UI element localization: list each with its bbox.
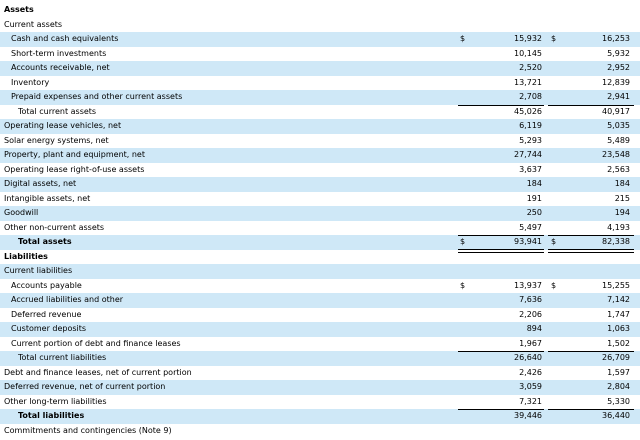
table-row	[0, 3, 640, 18]
table-row	[0, 148, 640, 163]
row-label: Customer deposits	[11, 324, 87, 333]
currency-symbol: $	[460, 34, 466, 43]
row-label: Other long-term liabilities	[4, 396, 107, 406]
value-current-period: 250	[526, 208, 542, 217]
table-row	[0, 395, 640, 410]
row-label: Digital assets, net	[4, 179, 77, 188]
value-current-period: 184	[526, 179, 542, 188]
value-prior-period: 2,952	[607, 63, 630, 72]
value-prior-period: 23,548	[602, 150, 630, 159]
table-row	[0, 351, 640, 366]
value-current-period: 5,497	[519, 222, 542, 232]
value-current-period: 7,321	[519, 396, 542, 406]
value-prior-period: 15,255	[602, 280, 630, 290]
value-prior-period: 2,563	[607, 164, 630, 174]
table-row	[0, 250, 640, 265]
table-row	[0, 32, 640, 47]
currency-symbol: $	[460, 280, 466, 290]
subtotal-rule	[548, 409, 634, 410]
table-row	[0, 90, 640, 105]
row-label: Other non-current assets	[4, 222, 105, 232]
table-row	[0, 366, 640, 381]
row-label: Commitments and contingencies (Note 9)	[4, 425, 172, 435]
value-prior-period: 12,839	[602, 77, 630, 87]
value-current-period: 894	[526, 324, 542, 333]
table-row	[0, 293, 640, 308]
row-label: Short-term investments	[11, 48, 107, 58]
value-prior-period: 2,804	[607, 382, 630, 391]
value-current-period: 2,520	[519, 63, 542, 72]
table-row	[0, 337, 640, 352]
table-row	[0, 163, 640, 178]
row-label: Cash and cash equivalents	[11, 34, 119, 43]
table-row	[0, 76, 640, 91]
value-current-period: 2,206	[519, 309, 542, 319]
value-current-period: 6,119	[519, 121, 542, 130]
row-label: Goodwill	[4, 208, 39, 217]
subtotal-rule	[548, 235, 634, 236]
value-prior-period: 1,502	[607, 338, 630, 348]
row-label: Total current assets	[18, 106, 97, 116]
value-prior-period: 36,440	[602, 411, 630, 420]
value-prior-period: 194	[614, 208, 630, 217]
row-label: Current assets	[4, 19, 63, 29]
value-prior-period: 7,142	[607, 295, 630, 304]
value-current-period: 191	[526, 193, 542, 203]
row-label: Total liabilities	[18, 411, 85, 420]
currency-symbol: $	[551, 237, 557, 246]
row-label: Solar energy systems, net	[4, 135, 109, 145]
value-current-period: 13,721	[514, 77, 542, 87]
table-row	[0, 380, 640, 395]
row-label: Property, plant and equipment, net	[4, 150, 145, 159]
table-row	[0, 18, 640, 33]
value-current-period: 1,967	[519, 338, 542, 348]
row-label: Operating lease right-of-use assets	[4, 164, 145, 174]
row-label: Deferred revenue	[11, 309, 82, 319]
value-prior-period: 2,941	[607, 92, 630, 101]
row-label: Current liabilities	[4, 266, 73, 275]
value-current-period: 13,937	[514, 280, 542, 290]
value-current-period: 10,145	[514, 48, 542, 58]
row-label: Debt and finance leases, net of current portion	[4, 367, 192, 377]
value-prior-period: 16,253	[602, 34, 630, 43]
value-current-period: 27,744	[514, 150, 542, 159]
table-row	[0, 192, 640, 207]
value-prior-period: 5,489	[607, 135, 630, 145]
table-row	[0, 105, 640, 120]
currency-symbol: $	[551, 34, 557, 43]
value-prior-period: 82,338	[602, 237, 630, 246]
value-prior-period: 5,932	[607, 48, 630, 58]
subtotal-rule	[548, 351, 634, 352]
value-current-period: 7,636	[519, 295, 542, 304]
subtotal-rule	[458, 235, 544, 236]
table-row	[0, 119, 640, 134]
subtotal-rule	[548, 105, 634, 106]
value-prior-period: 1,063	[607, 324, 630, 333]
value-current-period: 93,941	[514, 237, 542, 246]
row-label: Prepaid expenses and other current assets	[11, 92, 183, 101]
row-label: Total current liabilities	[18, 353, 107, 362]
table-row	[0, 206, 640, 221]
row-label: Accounts payable	[11, 280, 82, 290]
row-label: Deferred revenue, net of current portion	[4, 382, 166, 391]
row-label: Assets	[4, 5, 34, 14]
table-row	[0, 61, 640, 76]
table-row	[0, 279, 640, 294]
row-label: Accrued liabilities and other	[11, 295, 124, 304]
currency-symbol: $	[460, 237, 466, 246]
subtotal-rule	[458, 351, 544, 352]
table-row	[0, 308, 640, 323]
value-prior-period: 5,035	[607, 121, 630, 130]
value-current-period: 39,446	[514, 411, 542, 420]
table-row	[0, 221, 640, 236]
value-current-period: 26,640	[514, 353, 542, 362]
value-prior-period: 4,193	[607, 222, 630, 232]
value-prior-period: 1,597	[607, 367, 630, 377]
subtotal-rule	[458, 409, 544, 410]
subtotal-rule	[458, 105, 544, 106]
table-row	[0, 409, 640, 424]
value-current-period: 2,708	[519, 92, 542, 101]
value-prior-period: 26,709	[602, 353, 630, 362]
value-current-period: 5,293	[519, 135, 542, 145]
row-label: Intangible assets, net	[4, 193, 91, 203]
value-current-period: 45,026	[514, 106, 542, 116]
currency-symbol: $	[551, 280, 557, 290]
table-row	[0, 134, 640, 149]
row-label: Liabilities	[4, 251, 48, 261]
row-label: Inventory	[11, 77, 50, 87]
value-prior-period: 40,917	[602, 106, 630, 116]
table-row	[0, 264, 640, 279]
table-row	[0, 47, 640, 62]
value-prior-period: 215	[614, 193, 630, 203]
row-label: Total assets	[18, 237, 72, 246]
value-current-period: 3,059	[519, 382, 542, 391]
table-row	[0, 424, 640, 439]
value-prior-period: 5,330	[607, 396, 630, 406]
table-row	[0, 177, 640, 192]
value-current-period: 2,426	[519, 367, 542, 377]
value-current-period: 15,932	[514, 34, 542, 43]
row-label: Accounts receivable, net	[11, 63, 110, 72]
value-prior-period: 184	[614, 179, 630, 188]
table-row	[0, 322, 640, 337]
value-prior-period: 1,747	[607, 309, 630, 319]
row-label: Current portion of debt and finance leases	[11, 338, 181, 348]
row-label: Operating lease vehicles, net	[4, 121, 122, 130]
table-row	[0, 235, 640, 250]
value-current-period: 3,637	[519, 164, 542, 174]
